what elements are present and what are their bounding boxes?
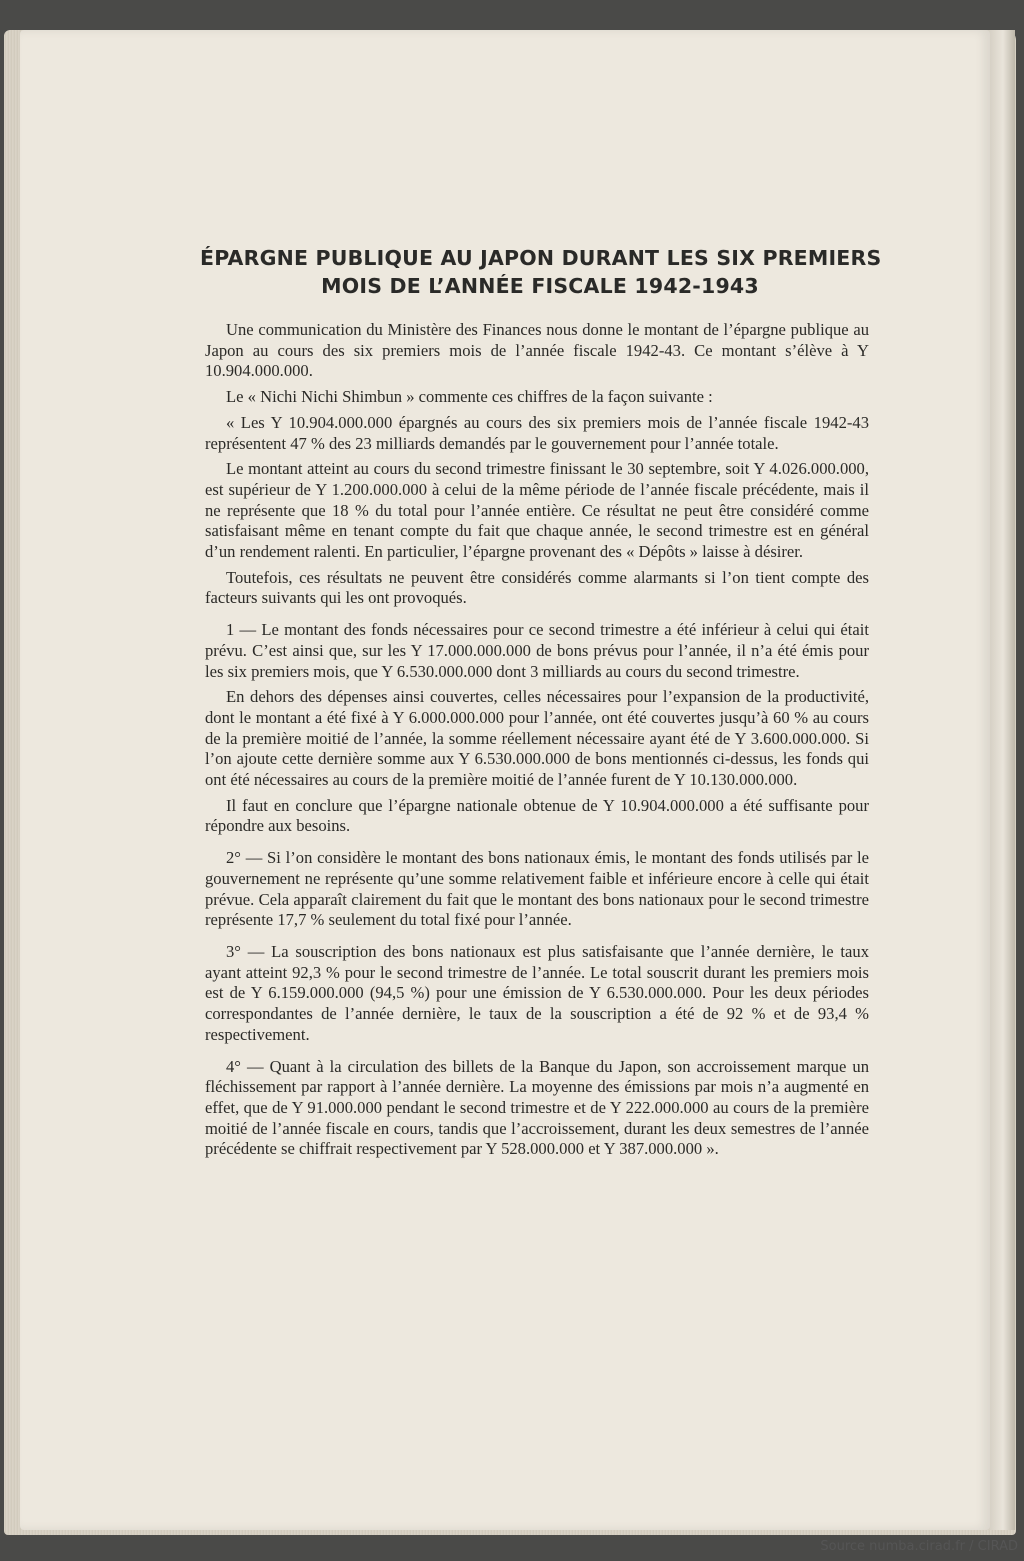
title-line-1: ÉPARGNE PUBLIQUE AU JAPON DURANT LES SIX PREMIERS: [200, 246, 882, 270]
paragraph: Le « Nichi Nichi Shimbun » commente ces chiffres de la façon suivante :: [226, 387, 713, 407]
paragraph: 3° — La souscription des bons nationaux est plus satisfaisante que l’année dernière, le taux ayant atteint 92,3 % pour le second trimestre de l’année. Le total souscrit durant les premiers mois est de Y 6.159.000.000 (94,5 %) pour une émission de Y 6.530.000.000. Pour les deux périodes correspondantes de l’année dernière, le taux de la souscription a été de 92 % et de 93,4 % respectivement.: [205, 941, 869, 1044]
paragraph: « Les Y 10.904.000.000 épargnés au cours des six premiers mois de l’année fiscale 1942-43 représentent 47 % des 23 milliards demandés par le gouvernement pour l’année totale.: [205, 412, 869, 453]
source-credit: Source numba.cirad.fr / CIRAD: [820, 1539, 1018, 1554]
title-line-2: MOIS DE L’ANNÉE FISCALE 1942-1943: [321, 274, 759, 298]
paragraph: 4° — Quant à la circulation des billets de la Banque du Japon, son accroissement marque un fléchissement par rapport à l’année dernière. La moyenne des émissions par mois n’a augmenté en effet, que de Y 91.000.000 pendant le second trimestre et de Y 222.000.000 au cours de la première moitié de l’année fiscale en cours, tandis que l’accroissement, durant les deux semestres de l’année précédente se chiffrait respectivement par Y 528.000.000 et Y 387.000.000 ».: [205, 1056, 869, 1159]
paragraph: 1 — Le montant des fonds nécessaires pour ce second trimestre a été inférieur à celui qui était prévu. C’est ainsi que, sur les Y 17.000.000.000 de bons prévus pour l’année, il n’a été émis pour les six premiers mois, que Y 6.530.000.000 dont 3 milliards au cours du second trimestre.: [205, 620, 869, 681]
article-body: [205, 320, 869, 1165]
paragraph: 2° — Si l’on considère le montant des bons nationaux émis, le montant des fonds utilisés par le gouvernement ne représente qu’une somme relativement faible et inférieure encore à celle qui était prévue. Cela apparaît clairement du fait que le montant des bons nationaux pour le second trimestre représente 17,7 % seulement du total fixé pour l’année.: [205, 848, 869, 930]
page-title: [200, 244, 880, 300]
paragraph: Il faut en conclure que l’épargne nationale obtenue de Y 10.904.000.000 a été suffisante pour répondre aux besoins.: [205, 795, 869, 836]
paragraph: En dehors des dépenses ainsi couvertes, celles nécessaires pour l’expansion de la productivité, dont le montant a été fixé à Y 6.000.000.000 pour l’année, ont été couvertes jusqu’à 60 % au cours de la première moitié de l’année, la somme réellement nécessaire ayant été de Y 3.600.000.000. Si l’on ajoute cette dernière somme aux Y 6.530.000.000 de bons mentionnés ci-dessus, les fonds qui ont été nécessaires au cours de la première moitié de l’année furent de Y 10.130.000.000.: [205, 687, 869, 790]
paragraph: Toutefois, ces résultats ne peuvent être considérés comme alarmants si l’on tient compte des facteurs suivants qui les ont provoqués.: [205, 567, 869, 608]
paragraph: Une communication du Ministère des Finances nous donne le montant de l’épargne publique au Japon au cours des six premiers mois de l’année fiscale 1942-43. Ce montant s’élève à Y 10.904.000.000.: [205, 320, 869, 381]
paragraph: Le montant atteint au cours du second trimestre finissant le 30 septembre, soit Y 4.026.000.000, est supérieur de Y 1.200.000.000 à celui de la même période de l’année fiscale précédente, mais il ne représente que 18 % du total pour l’année entière. Ce résultat ne peut être considéré comme satisfaisant même en tenant compte du fait que chaque année, le second trimestre est en général d’un rendement ralenti. En particulier, l’épargne provenant des « Dépôts » laisse à désirer.: [205, 459, 869, 562]
